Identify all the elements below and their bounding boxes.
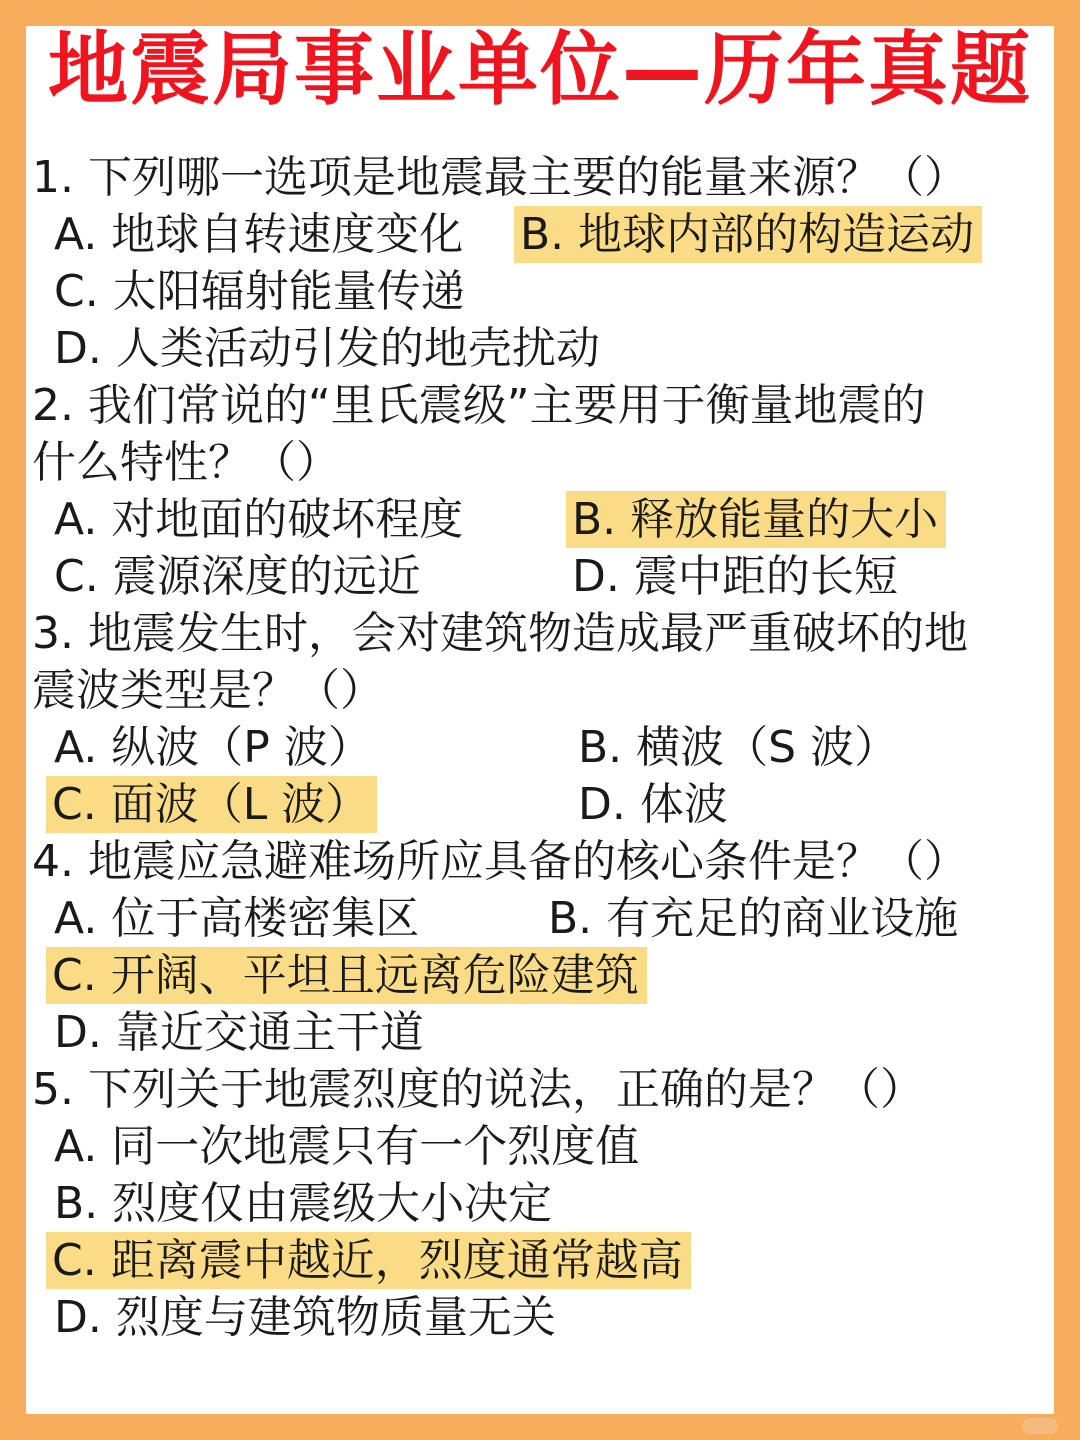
question-3-option-d: D. 体波 bbox=[578, 779, 728, 830]
question-3-option-a: A. 纵波（P 波） bbox=[54, 722, 372, 773]
question-4-option-b: B. 有充足的商业设施 bbox=[548, 893, 959, 944]
question-3-option-c-correct: C. 面波（L 波） bbox=[46, 776, 377, 833]
question-5-option-a: A. 同一次地震只有一个烈度值 bbox=[54, 1121, 640, 1172]
question-5-option-c-correct: C. 距离震中越近，烈度通常越高 bbox=[46, 1232, 691, 1289]
question-1-option-b-correct: B. 地球内部的构造运动 bbox=[514, 206, 982, 263]
question-2-stem-line-1: 2. 我们常说的“里氏震级”主要用于衡量地震的 bbox=[32, 380, 926, 431]
question-1-option-c: C. 太阳辐射能量传递 bbox=[54, 266, 465, 317]
question-4-stem: 4. 地震应急避难场所应具备的核心条件是？（） bbox=[32, 836, 968, 887]
watermark-icon bbox=[1022, 1418, 1058, 1434]
question-4-option-d: D. 靠近交通主干道 bbox=[54, 1007, 424, 1058]
question-5-stem: 5. 下列关于地震烈度的说法，正确的是？（） bbox=[32, 1064, 924, 1115]
question-5-option-d: D. 烈度与建筑物质量无关 bbox=[54, 1292, 556, 1343]
question-2-option-b-correct: B. 释放能量的大小 bbox=[566, 491, 946, 548]
page-title: 地震局事业单位—历年真题 bbox=[48, 23, 1032, 116]
question-5-option-b: B. 烈度仅由震级大小决定 bbox=[54, 1178, 553, 1229]
question-2-option-d: D. 震中距的长短 bbox=[572, 551, 898, 602]
question-3-stem-line-2: 震波类型是？（） bbox=[32, 665, 384, 716]
question-4-option-a: A. 位于高楼密集区 bbox=[54, 893, 420, 944]
question-2-stem-line-2: 什么特性？（） bbox=[32, 437, 340, 488]
question-1-option-a: A. 地球自转速度变化 bbox=[54, 209, 464, 260]
question-2-option-a: A. 对地面的破坏程度 bbox=[54, 494, 464, 545]
question-1-stem: 1. 下列哪一选项是地震最主要的能量来源？（） bbox=[32, 152, 968, 203]
question-4-option-c-correct: C. 开阔、平坦且远离危险建筑 bbox=[46, 947, 647, 1004]
question-3-stem-line-1: 3. 地震发生时，会对建筑物造成最严重破坏的地 bbox=[32, 608, 968, 659]
question-1-option-d: D. 人类活动引发的地壳扰动 bbox=[54, 323, 600, 374]
question-2-option-c: C. 震源深度的远近 bbox=[54, 551, 421, 602]
question-3-option-b: B. 横波（S 波） bbox=[578, 722, 899, 773]
